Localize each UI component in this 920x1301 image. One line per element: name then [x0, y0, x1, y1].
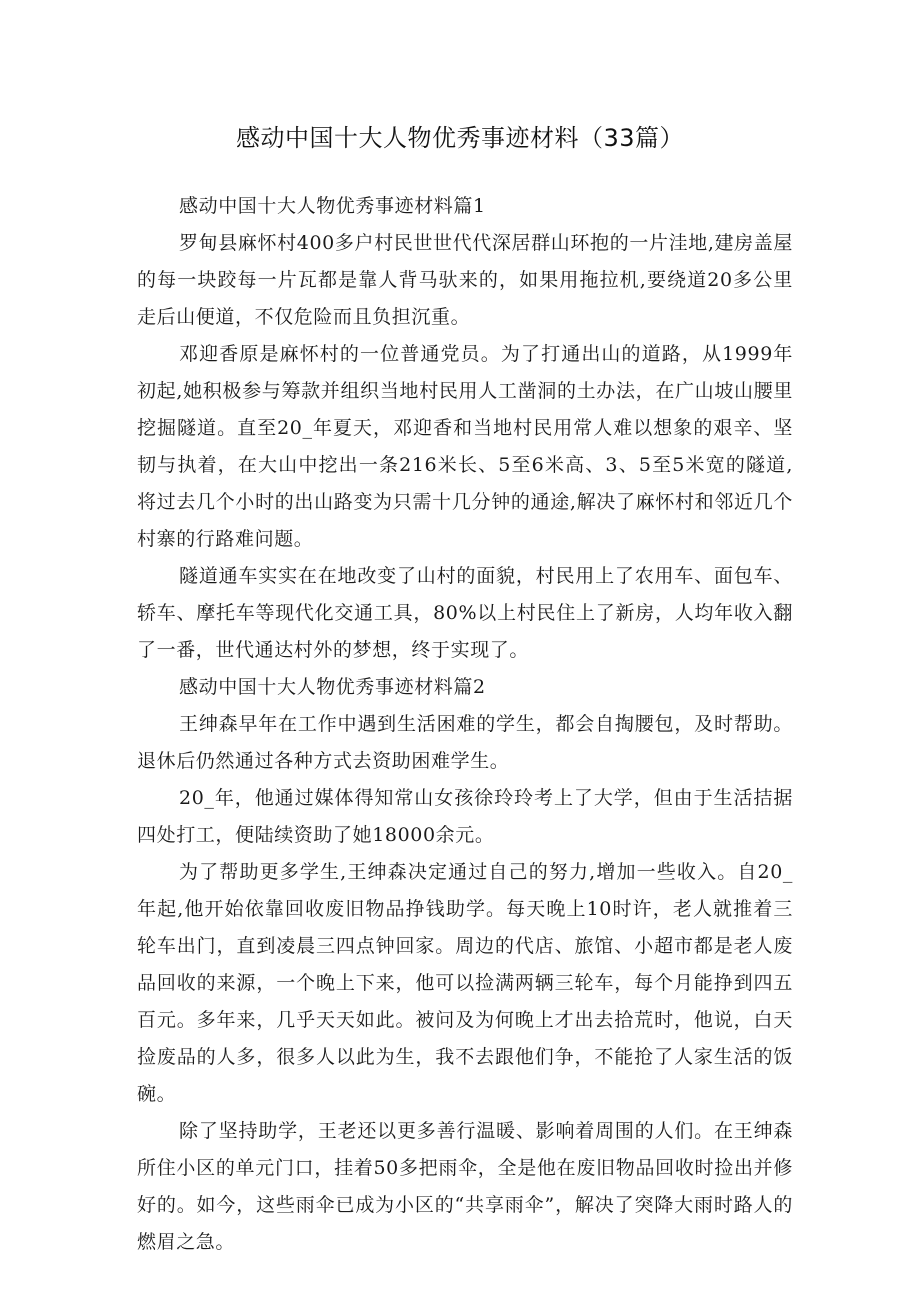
paragraph: 20_年，他通过媒体得知常山女孩徐玲玲考上了大学，但由于生活拮据四处打工，便陆续资助了她18000余元。	[137, 787, 793, 846]
document-title: 感动中国十大人物优秀事迹材料（33篇）	[235, 124, 685, 152]
paragraph: 为了帮助更多学生,王绅森决定通过自己的努力,增加一些收入。自20_年起,他开始依靠回收废旧物品挣钱助学。每天晚上10时许，老人就推着三轮车出门，直到凌晨三四点钟回家。周边的代店、旅馆、小超市都是老人废品回收的来源，一个晚上下来，他可以捡满两辆三轮车，每个月能挣到四五百元。多年来，几乎天天如此。被问及为何晚上才出去拾荒时，他说，白天捡废品的人多，很多人以此为生，我不去跟他们争，不能抢了人家生活的饭碗。	[137, 861, 793, 1105]
paragraph: 罗甸县麻怀村400多户村民世世代代深居群山环抱的一片洼地,建房盖屋的每一块跤每一片瓦都是靠人背马驮来的，如果用拖拉机,要绕道20多公里走后山便道，不仅危险而且负担沉重。	[137, 232, 793, 328]
section-heading-1: 感动中国十大人物优秀事迹材料篇1	[179, 195, 486, 217]
document-body	[137, 188, 793, 1261]
paragraph: 王绅森早年在工作中遇到生活困难的学生，都会自掏腰包，及时帮助。退休后仍然通过各种方式去资助困难学生。	[137, 713, 793, 772]
paragraph: 除了坚持助学，王老还以更多善行温暖、影响着周围的人们。在王绅森所住小区的单元门口，挂着50多把雨伞，全是他在废旧物品回收时捡出并修好的。如今，这些雨伞已成为小区的“共享雨伞”，解决了突降大雨时路人的燃眉之急。	[137, 1120, 793, 1253]
paragraph: 邓迎香原是麻怀村的一位普通党员。为了打通出山的道路，从1999年初起,她积极参与筹款并组织当地村民用人工凿洞的土办法，在广山坡山腰里挖掘隧道。直至20_年夏天，邓迎香和当地村民用常人难以想象的艰辛、坚韧与执着，在大山中挖出一条216米长、5至6米高、3、5至5米宽的隧道,将过去几个小时的出山路变为只需十几分钟的通途,解决了麻怀村和邻近几个村寨的行路难问题。	[137, 343, 793, 550]
paragraph: 隧道通车实实在在地改变了山村的面貌，村民用上了农用车、面包车、轿车、摩托车等现代化交通工具，80%以上村民住上了新房，人均年收入翻了一番，世代通达村外的梦想，终于实现了。	[137, 565, 793, 661]
section-heading-2: 感动中国十大人物优秀事迹材料篇2	[179, 676, 486, 698]
